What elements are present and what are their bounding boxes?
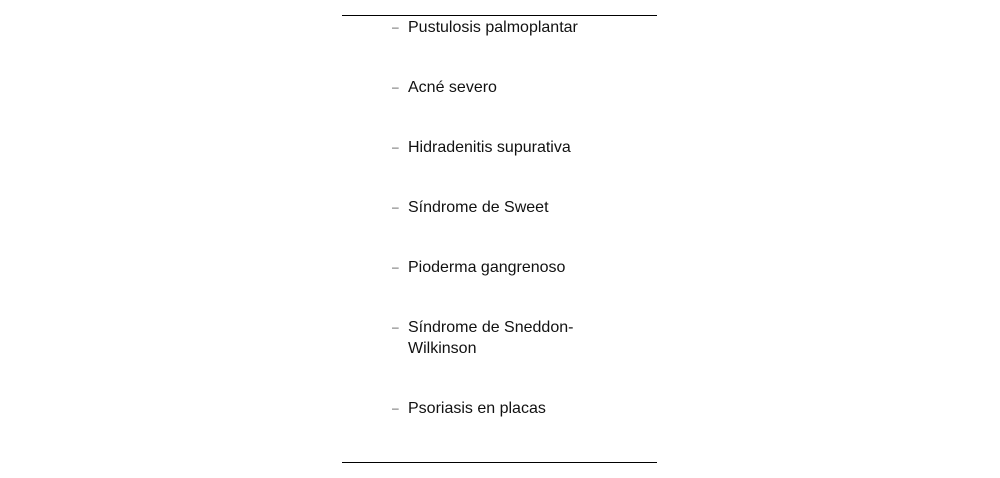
bullet-dash: – xyxy=(392,401,399,415)
list-item-label: Síndrome de Sweet xyxy=(408,199,549,216)
list-item-label: Pustulosis palmoplantar xyxy=(408,19,578,36)
bullet-dash: – xyxy=(392,260,399,274)
list-item-label: Síndrome de Sneddon-Wilkinson xyxy=(408,319,574,357)
list-item-label: Psoriasis en placas xyxy=(408,400,546,417)
bullet-dash: – xyxy=(392,320,399,334)
list-item-label: Pioderma gangrenoso xyxy=(408,259,566,276)
bullet-dash: – xyxy=(392,20,399,34)
top-rule xyxy=(342,15,657,16)
bullet-dash: – xyxy=(392,80,399,94)
list-item-label: Hidradenitis supurativa xyxy=(408,139,571,156)
list-item-label: Acné severo xyxy=(408,79,497,96)
bullet-dash: – xyxy=(392,140,399,154)
table-panel xyxy=(342,15,657,462)
bottom-rule xyxy=(342,462,657,463)
bullet-dash: – xyxy=(392,200,399,214)
